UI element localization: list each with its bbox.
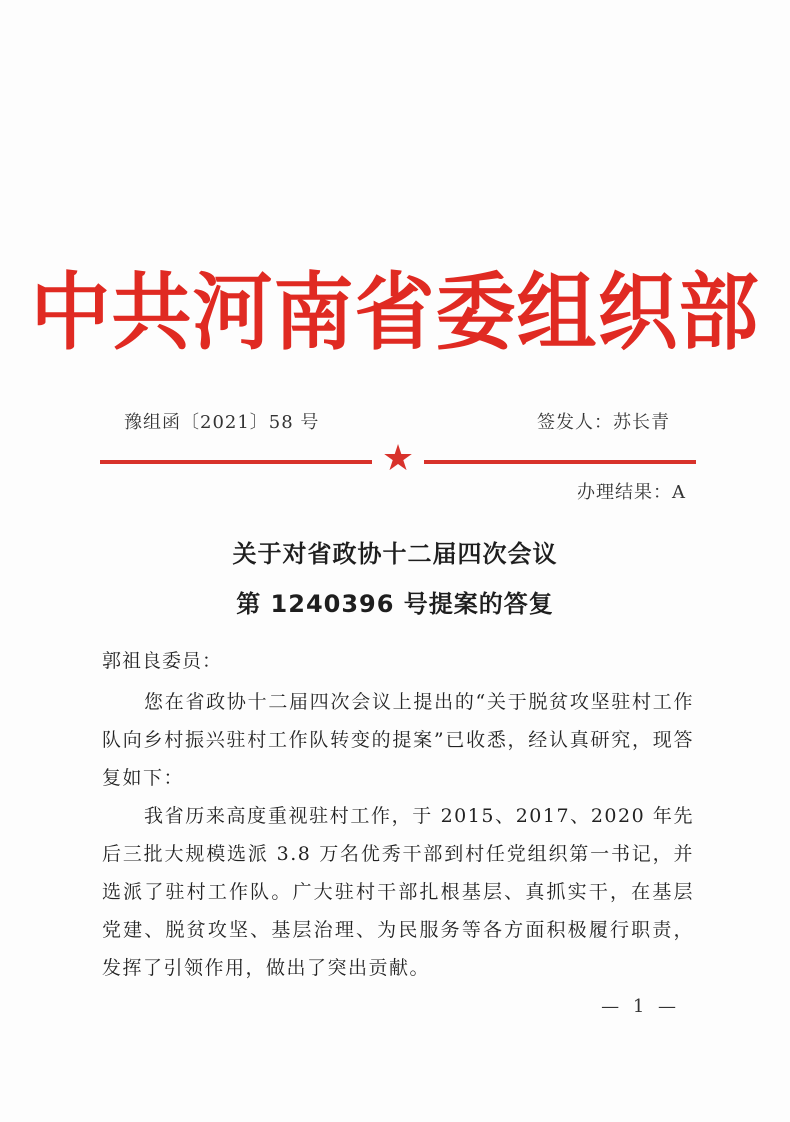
page-number: — 1 — bbox=[601, 996, 680, 1017]
header-divider-right bbox=[424, 460, 696, 464]
header-divider-left bbox=[100, 460, 372, 464]
star-icon: ★ bbox=[381, 438, 415, 479]
signer: 签发人：苏长青 bbox=[537, 412, 670, 433]
issuing-organization-header: 中共河南省委组织部 bbox=[30, 263, 760, 362]
handling-result: 办理结果：A bbox=[577, 482, 686, 503]
salutation: 郭祖良委员： bbox=[102, 650, 223, 672]
document-title-line-1: 关于对省政协十二届四次会议 bbox=[232, 540, 558, 568]
document-title-line-2: 第 1240396 号提案的答复 bbox=[236, 590, 554, 618]
body-paragraph: 我省历来高度重视驻村工作，于 2015、2017、2020 年先后三批大规模选派 3.8 万名优秀干部到村任党组织第一书记，并选派了驻村工作队。广大驻村干部扎根基层、真抓实干，在基层党建、脱贫攻坚、基层治理、为民服务等各方面积极履行职责，发挥了引领作用，做出了突出贡献。 bbox=[102, 805, 694, 979]
document-number: 豫组函〔2021〕58 号 bbox=[124, 412, 320, 433]
body-paragraph: 您在省政协十二届四次会议上提出的“关于脱贫攻坚驻村工作队向乡村振兴驻村工作队转变的提案”已收悉，经认真研究，现答复如下： bbox=[102, 691, 694, 789]
